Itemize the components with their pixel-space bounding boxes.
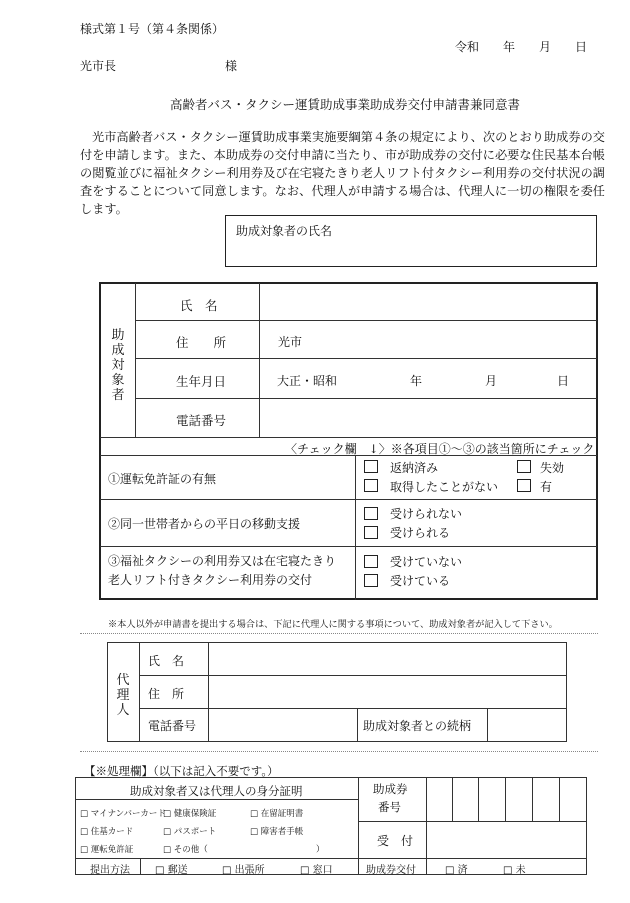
name-label: 氏 名 [180,298,218,313]
id-other-close: ） [316,845,325,855]
office-heading: 【※処理欄】（以下は記入不要です。） [84,764,279,778]
proxy-note: ※本人以外が申請書を提出する場合は、下記に代理人に関する事項について、助成対象者が記入して下さい。 [108,619,558,630]
issue-pending[interactable]: □ 未 [503,865,526,876]
coupon-number-label-1: 助成券 [373,782,408,796]
id-other[interactable]: □ その他（ [163,845,208,855]
birth-year-unit: 年 [410,374,423,388]
method-mail[interactable]: □ 郵送 [155,865,188,876]
issue-done[interactable]: □ 済 [445,865,468,876]
address-value[interactable]: 光市 [278,335,303,349]
id-mynumber[interactable]: □ マイナンバーカード [80,809,166,819]
id-residence[interactable]: □ 在留証明書 [250,809,304,819]
checkbox-expired[interactable] [517,460,531,473]
proxy-phone-label: 電話番号 [148,719,197,733]
form-number: 様式第１号（第４条関係） [80,22,225,36]
issue-label: 助成券交付 [366,865,416,876]
addressee: 光市長 [80,59,117,73]
proxy-side-label: 代理人 [116,673,130,718]
proxy-name-label: 氏 名 [148,654,185,668]
option-returned: 返納済み [390,461,439,475]
checkbox-not-receiving[interactable] [364,555,378,568]
checkbox-has-license[interactable] [517,479,531,492]
id-disability[interactable]: □ 障害者手帳 [250,827,304,837]
method-branch[interactable]: □ 出張所 [222,865,265,876]
checkbox-receiving[interactable] [364,574,378,587]
proxy-address-label: 住 所 [148,687,185,701]
applicant-side-label: 助成対象者 [111,328,125,403]
check-item-2-label: ②同一世帯者からの平日の移動支援 [108,517,301,531]
date-line: 令和 年 月 日 [455,40,588,54]
checkbox-never-obtained[interactable] [364,479,378,492]
checkbox-has-support[interactable] [364,526,378,539]
option-has-support: 受けられる [390,526,451,540]
coupon-number-label-2: 番号 [378,800,401,814]
reception-label: 受 付 [377,834,414,848]
option-receiving: 受けている [390,574,451,588]
check-item-3-label-2: 老人リフト付きタクシー利用券の交付 [108,573,313,587]
checkbox-returned[interactable] [364,460,378,473]
checkbox-no-support[interactable] [364,507,378,520]
option-not-receiving: 受けていない [390,555,463,569]
option-has-license: 有 [540,480,553,494]
phone-label: 電話番号 [176,413,227,428]
consent-paragraph: 光市高齢者バス・タクシー運賃助成事業実施要綱第４条の規定により、次のとおり助成券の交付を申請します。また、本助成券の交付申請に当たり、市が助成券の交付に必要な住民基本台帳の閲覧並びに福祉タクシー利用券及び在宅寝たきり老人リフト付タクシー利用券の交付状況の調査をすることについて同意します。なお、代理人が申請する場合は、代理人に一切の権限を委任します。 [80,130,605,216]
check-header: 〈チェック欄 ↓〉※各項目①～③の該当箇所にチェック [285,442,595,456]
addressee-honorific: 様 [225,59,238,73]
document-title: 高齢者バス・タクシー運賃助成事業助成券交付申請書兼同意書 [170,97,521,112]
check-item-3-label-1: ③福祉タクシーの利用券又は在宅寝たきり [108,554,337,568]
id-insurance[interactable]: □ 健康保険証 [163,809,217,819]
proxy-relation-label: 助成対象者との続柄 [363,719,472,733]
check-item-1-label: ①運転免許証の有無 [108,472,217,486]
birth-era[interactable]: 大正・昭和 [277,374,338,388]
id-juki[interactable]: □ 住基カード [80,827,134,837]
address-label: 住 所 [176,335,227,350]
method-label: 提出方法 [90,865,130,876]
birth-label: 生年月日 [176,374,227,389]
option-never-obtained: 取得したことがない [390,480,499,494]
option-no-support: 受けられない [390,507,463,521]
id-proof-title: 助成対象者又は代理人の身分証明 [130,784,303,798]
id-license[interactable]: □ 運転免許証 [80,845,134,855]
option-expired: 失効 [540,461,565,475]
applicant-signature-box[interactable] [225,215,597,267]
birth-day-unit: 日 [557,374,570,388]
birth-month-unit: 月 [485,374,498,388]
method-counter[interactable]: □ 窓口 [300,865,333,876]
signature-box-label: 助成対象者の氏名 [236,224,333,238]
id-passport[interactable]: □ パスポート [163,827,217,837]
